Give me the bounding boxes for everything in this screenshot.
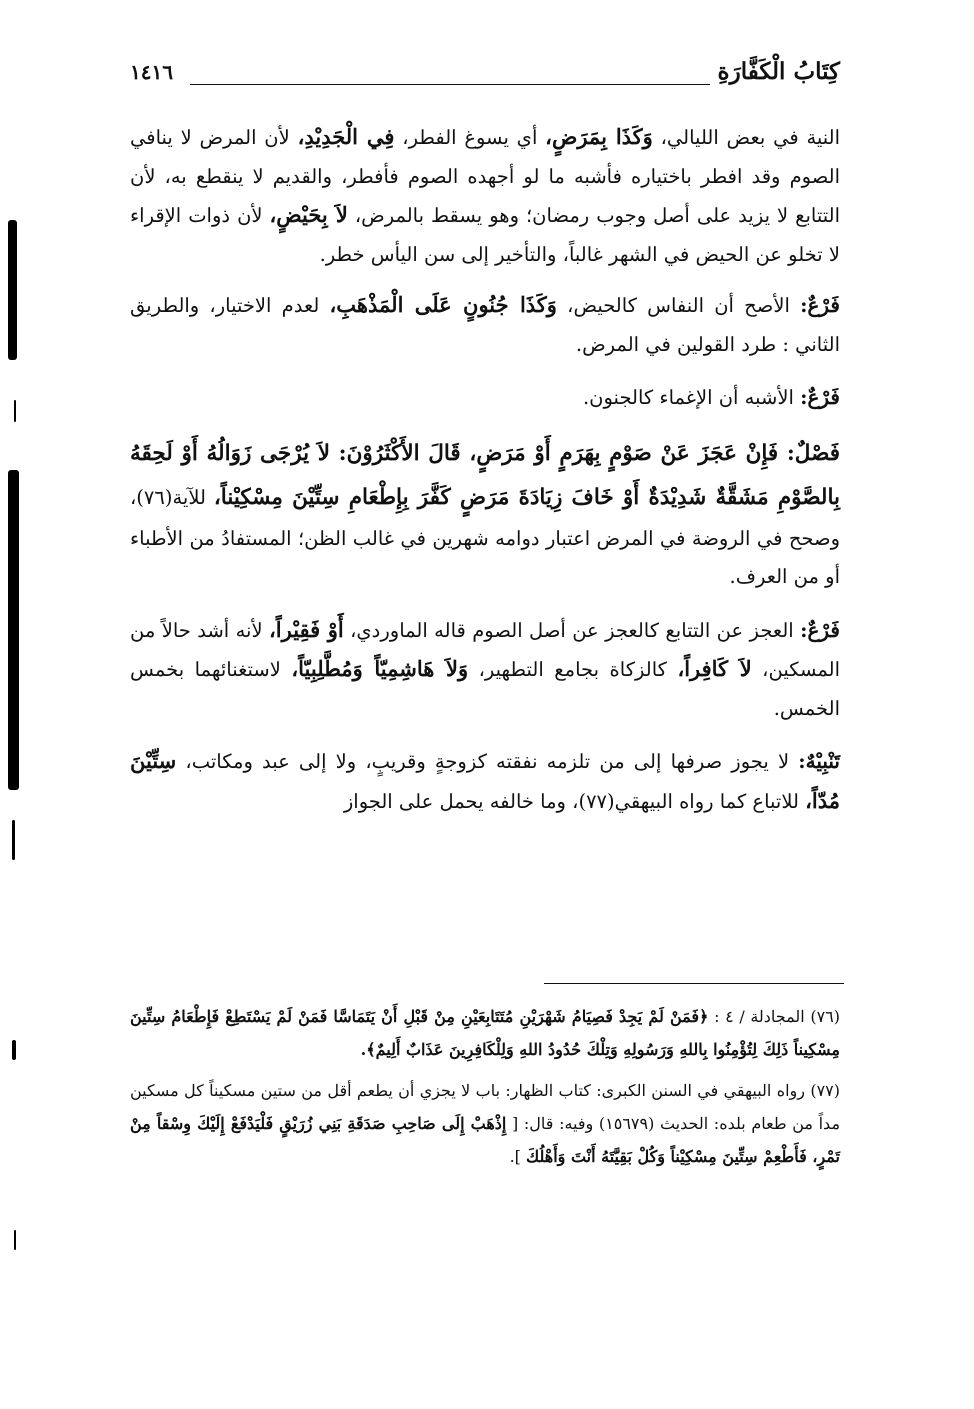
commentary-text: أي يسوغ الفطر،	[394, 126, 546, 149]
matn-text: فِي الْجَدِيْدِ،	[297, 124, 395, 149]
hadith-quote: إِذْهَبْ إِلَى صَاحِبِ صَدَقَةِ بَنِي زُرَيْقٍ فَلْيَدْفَعْ إِلَيْكَ وِسْقاً مِنْ تَمْرٍ، فَأَطْعِمْ سِتِّينَ مِسْكِيْناً وَكُلْ بَقِيَّتَهُ أَنْتَ وَأَهْلُكَ	[130, 1114, 840, 1166]
scan-edge-mark	[8, 470, 19, 790]
paragraph-4	[130, 432, 840, 597]
commentary-text: للآية(٧٦)، وصحح في الروضة في المرض اعتبار دوامه شهرين في غالب الظن؛ المستفادُ من الأطباء أو من العرف.	[130, 485, 840, 588]
matn-text: وَكَذَا جُنُونٍ عَلَى الْمَذْهَبِ،	[329, 292, 557, 317]
commentary-text: كالزكاة بجامع التطهير،	[468, 658, 678, 681]
footnote-77	[130, 1074, 840, 1173]
commentary-text: لأن المرض لا ينافي الصوم وقد افطر باختياره فأشبه ما لو أجهده الصوم فأفطر، والقديم لا ينقطع به، لأن التتابع لا يزيد على أصل وجوب رمضان؛ وهو يسقط بالمرض،	[130, 126, 840, 227]
scan-edge-mark	[14, 400, 16, 422]
running-title: كِتَابُ الْكَفَّارَةِ	[717, 58, 840, 85]
quran-quote: ﴿فَمَنْ لَمْ يَجِدْ فَصِيَامُ شَهْرَيْنِ مُتَتَابِعَيْنِ مِنْ قَبْلِ أَنْ يَتَمَاسَّا فَمَنْ لَمْ يَسْتَطِعْ فَإِطْعَامُ سِتِّينَ مِسْكِيناً ذَلِكَ لِتُؤْمِنُوا بِاللهِ وَرَسُولِهِ وَتِلْكَ حُدُودُ اللهِ وَلِلْكَافِرِينَ عَذَابٌ أَلِيمٌ﴾.	[130, 1007, 840, 1059]
scan-edge-mark	[8, 220, 17, 360]
footnote-76	[130, 1000, 840, 1066]
page-number: ١٤١٦	[130, 60, 173, 84]
scan-edge-mark	[12, 1040, 16, 1060]
commentary-text: النية في بعض الليالي،	[652, 126, 841, 149]
matn-text: وَلاَ هَاشِمِيّاً وَمُطَّلِبِيّاً،	[291, 656, 469, 681]
paragraph-1	[130, 118, 840, 274]
scan-edge-mark	[14, 1230, 16, 1250]
header-rule	[190, 84, 710, 85]
footnote-separator	[544, 983, 844, 984]
commentary-text: لأنه أشد حالاً من المسكين،	[130, 618, 840, 681]
commentary-text: لا يجوز صرفها إلى من تلزمه نفقته كزوجةٍ وقريبٍ، ولا إلى عبد ومكاتب،	[176, 750, 799, 773]
main-text	[130, 118, 840, 835]
footnote-text: ].	[509, 1147, 526, 1166]
tanbih-label: تَنْبِيْهٌ:	[798, 749, 840, 773]
footnote-text: (٧٦) المجادلة / ٤ :	[708, 1007, 840, 1026]
commentary-text: لعدم الاختيار، والطريق الثاني : طرد القولين في المرض.	[130, 294, 840, 356]
far-label: فَرْعٌ:	[800, 293, 840, 317]
commentary-text: لأن ذوات الإقراء لا تخلو عن الحيض في الشهر غالباً، والتأخير إلى سن اليأس خطر.	[130, 204, 840, 266]
far-label: فَرْعٌ:	[800, 385, 840, 409]
matn-text: وَكَذَا بِمَرَضٍ،	[545, 124, 653, 149]
commentary-text: لاستغنائهما بخمس الخمس.	[130, 658, 840, 720]
matn-text: سِتِّيْنَ مُدّاً،	[130, 748, 840, 813]
commentary-text: الأشبه أن الإغماء كالجنون.	[582, 386, 801, 409]
footnotes	[130, 1000, 840, 1181]
scan-edge-mark	[12, 820, 15, 860]
commentary-text: للاتباع كما رواه البيهقي(٧٧)، وما خالفه يحمل على الجواز	[343, 789, 806, 813]
matn-text: أَوْ فَقِيْراً،	[269, 616, 344, 642]
matn-text: لاَ كَافِراً،	[677, 656, 752, 681]
matn-text: لاَ بِحَيْضٍ،	[269, 202, 348, 227]
footnote-text: (٧٧) رواه البيهقي في السنن الكبرى: كتاب الظهار: باب لا يجزي أن يطعم أقل من ستين مسكيناً كل مسكين مداً من طعام بلده: الحديث (١٥٦٧٩) وفيه: قال: [	[130, 1081, 841, 1133]
paragraph-3	[130, 378, 840, 418]
paragraph-2	[130, 286, 840, 364]
paragraph-5	[130, 611, 840, 729]
paragraph-6	[130, 742, 840, 821]
commentary-text: العجز عن التتابع كالعجز عن أصل الصوم قاله الماوردي،	[343, 618, 801, 642]
commentary-text: الأصح أن النفاس كالحيض،	[556, 294, 801, 317]
page-header	[130, 58, 840, 92]
far-label: فَرْعٌ:	[800, 617, 840, 642]
fasl-heading-text: فَصْلٌ: فَإِنْ عَجَزَ عَنْ صَوْمٍ بِهَرَمٍ أَوْ مَرَضٍ، قَالَ الأَكْثَرُوْنَ: لاَ يُرْجَى زَوَالُهُ أَوْ لَحِقَهُ بِالصَّوْمِ مَشَقَّةٌ شَدِيْدَةٌ أَوْ خَافَ زِيَادَةَ مَرَضٍ كَفَّرَ بِإِطْعَامِ سِتِّيْنَ مِسْكِيْناً،	[130, 440, 840, 510]
